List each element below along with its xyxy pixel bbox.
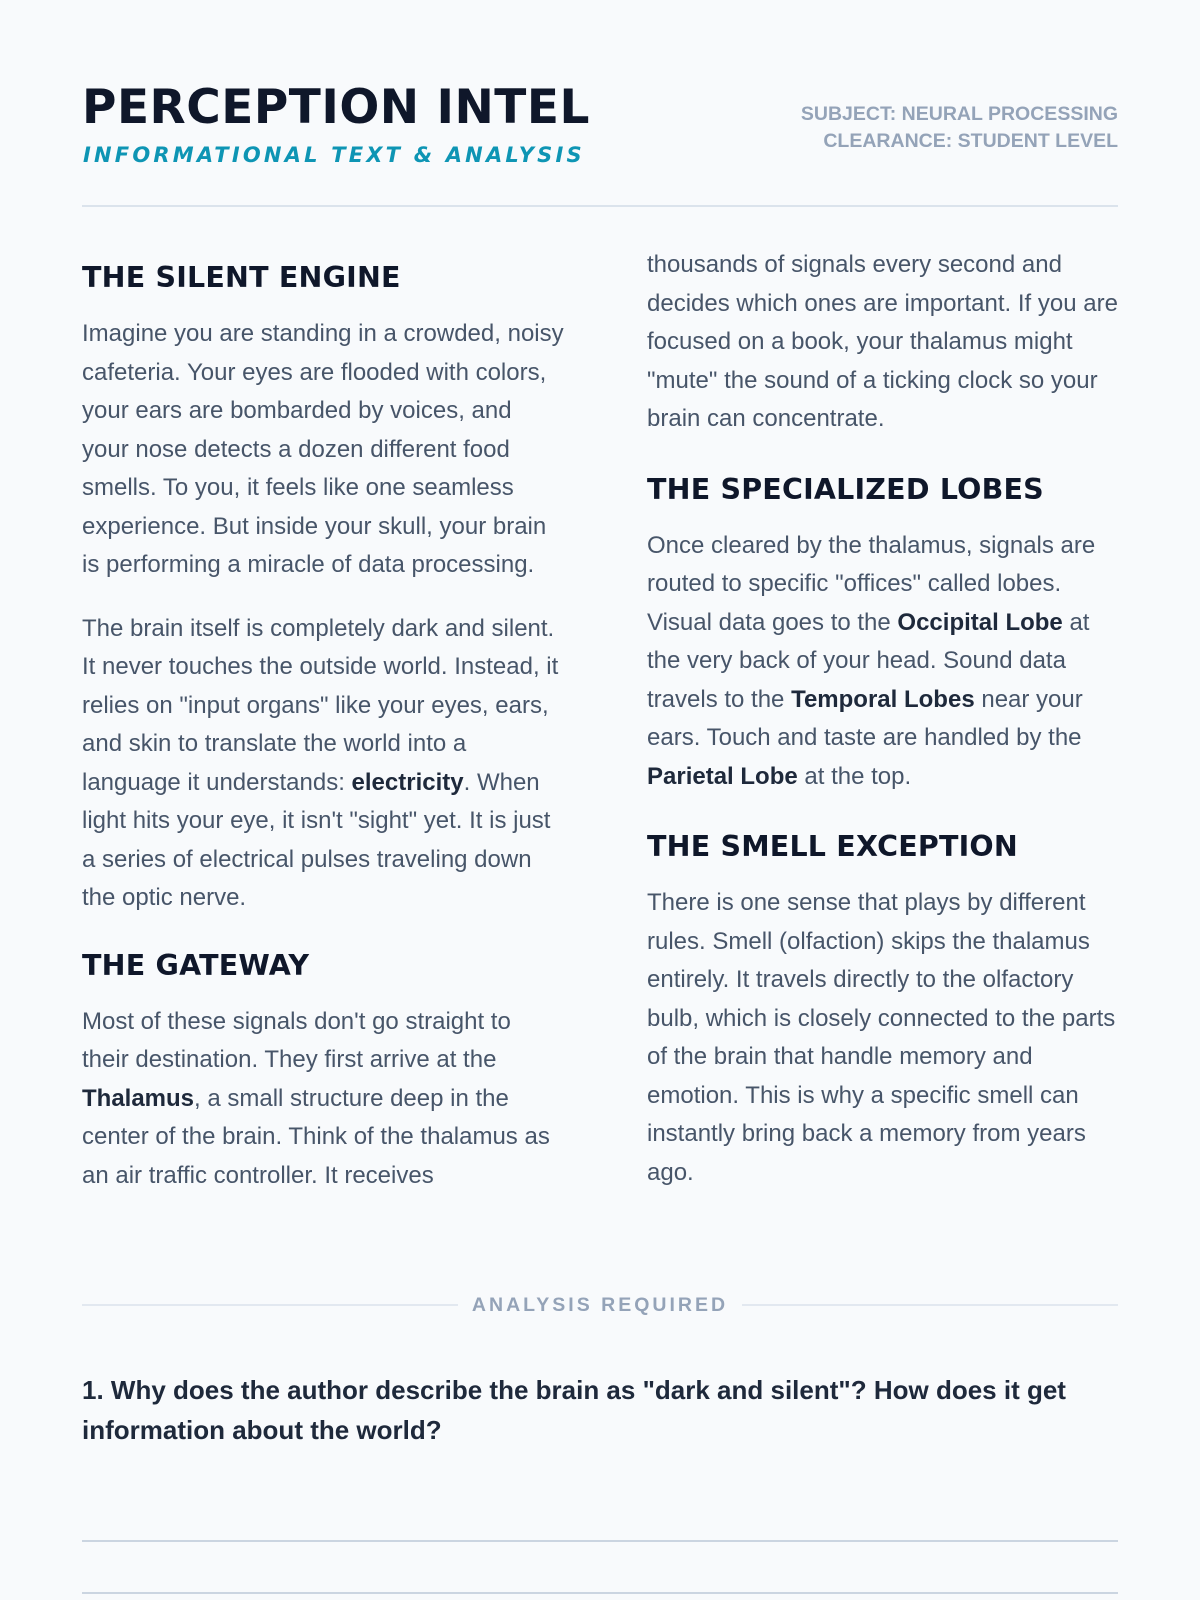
keyword-thalamus: Thalamus xyxy=(82,1084,195,1112)
paragraph-text: The brain itself is completely dark and silent. It never touches the outside world. Instead, it relies on "input organs" like your eyes, ears, and skin to translate the world into a language it understands: xyxy=(82,614,559,796)
page-title: PERCEPTION INTEL xyxy=(82,80,590,135)
clearance-label: CLEARANCE: STUDENT LEVEL xyxy=(823,130,1118,152)
article-columns xyxy=(82,251,1118,1245)
header xyxy=(82,0,1118,207)
keyword-occipital-lobe: Occipital Lobe xyxy=(897,608,1063,636)
paragraph-silent-engine-2 xyxy=(82,610,564,918)
answer-line[interactable] xyxy=(82,1592,1118,1594)
paragraph-gateway xyxy=(82,1003,564,1196)
paragraph-lobes xyxy=(647,527,1129,797)
paragraph-text: near your ears. Touch and taste are handled by the xyxy=(647,685,1083,752)
section-heading-silent-engine: THE SILENT ENGINE xyxy=(82,261,401,294)
paragraph-text: , a small structure deep in the center of the brain. Think of the thalamus as an air traffic controller. It receives xyxy=(82,1084,550,1189)
paragraph-gateway-continued: thousands of signals every second and decides which ones are important. If you are focused on a book, your thalamus might "mute" the sound of a ticking clock so your brain can concentrate. xyxy=(647,251,1118,432)
paragraph-smell: There is one sense that plays by different rules. Smell (olfaction) skips the thalamus entirely. It travels directly to the olfactory bulb, which is closely connected to the parts of the brain that handle memory and emotion. This is why a specific smell can instantly bring back a memory from years ago. xyxy=(647,889,1116,1186)
subject-label: SUBJECT: NEURAL PROCESSING xyxy=(800,103,1118,125)
paragraph-text: Most of these signals don't go straight to their destination. They first arrive at the xyxy=(82,1007,511,1074)
section-heading-lobes: THE SPECIALIZED LOBES xyxy=(647,472,1044,506)
paragraph-text: Once cleared by the thalamus, signals are routed to specific "offices" called lobes. Visual data goes to the xyxy=(647,531,1096,636)
section-heading-gateway: THE GATEWAY xyxy=(82,948,310,982)
page-subtitle: INFORMATIONAL TEXT & ANALYSIS xyxy=(83,143,585,167)
analysis-label: ANALYSIS REQUIRED xyxy=(471,1294,729,1316)
paragraph-text: at the top. xyxy=(797,762,912,790)
section-heading-smell: THE SMELL EXCEPTION xyxy=(647,830,1018,864)
paragraph-text: at the very back of your head. Sound data travels to the xyxy=(647,608,1090,713)
answer-line[interactable] xyxy=(82,1540,1118,1542)
paragraph-silent-engine-1: Imagine you are standing in a crowded, noisy cafeteria. Your eyes are flooded with colors, your ears are bombarded by voices, and your nose detects a dozen different food smells. To you, it feels like one seamless experience. But inside your skull, your brain is performing a miracle of data processing. xyxy=(82,320,564,579)
divider-line-right xyxy=(742,1304,1118,1306)
keyword-temporal-lobes: Temporal Lobes xyxy=(791,685,975,713)
document-meta xyxy=(801,101,1118,155)
keyword-electricity: electricity xyxy=(351,768,464,796)
analysis-divider xyxy=(82,1290,1118,1320)
left-column xyxy=(82,255,564,1195)
keyword-parietal-lobe: Parietal Lobe xyxy=(647,762,798,790)
paragraph-text: . When light hits your eye, it isn't "sight" yet. It is just a series of electrical pulses traveling down the optic nerve. xyxy=(82,768,551,912)
question-1: 1. Why does the author describe the brain as "dark and silent"? How does it get information about the world? xyxy=(82,1375,1066,1445)
right-column xyxy=(647,251,1129,1192)
